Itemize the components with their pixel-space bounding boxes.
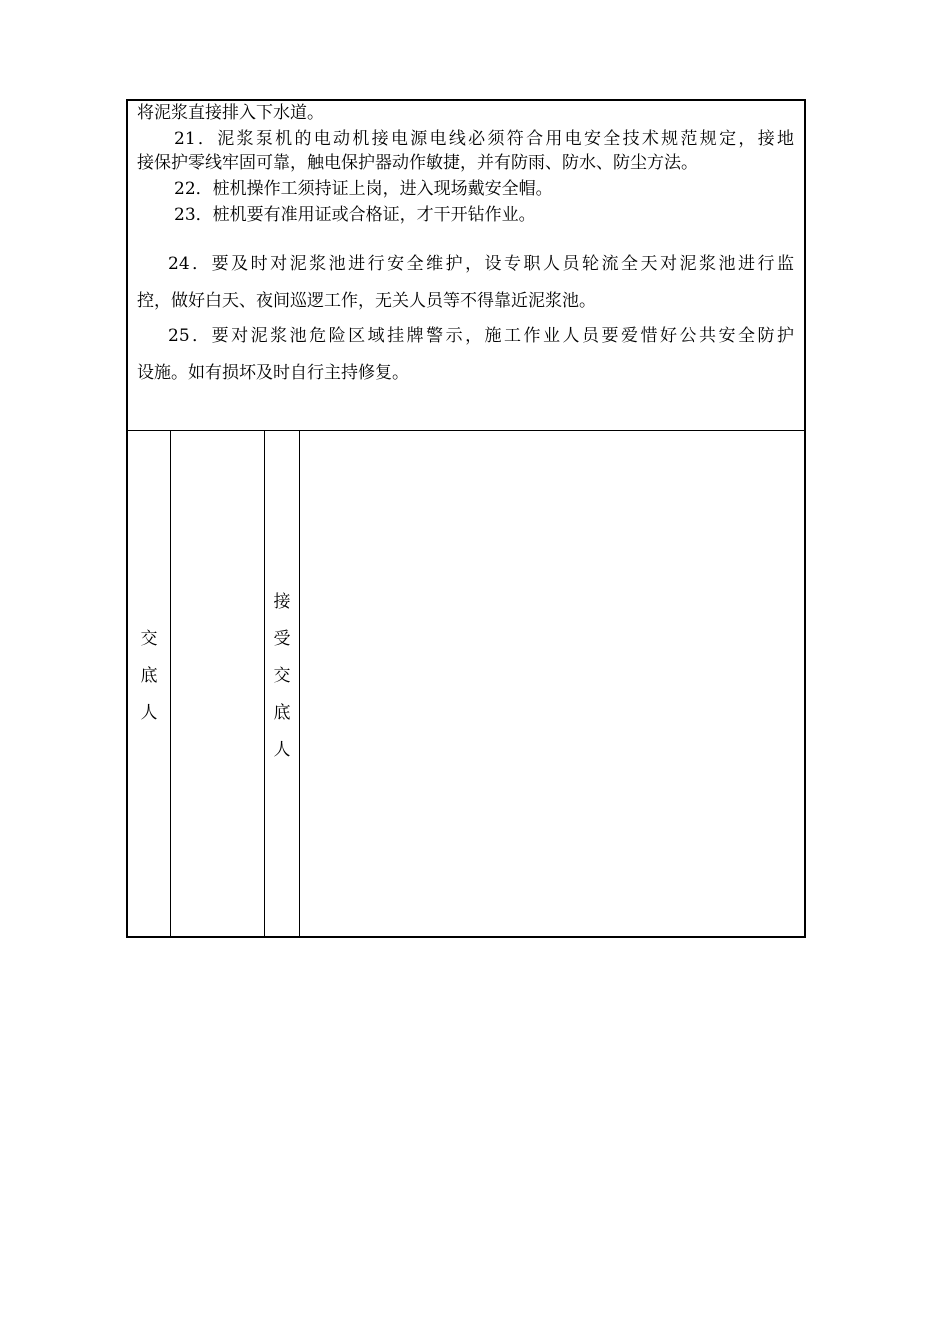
receiver-label-char: 底 <box>273 703 291 723</box>
disclosure-table <box>126 99 806 938</box>
paragraph-21-line1: 21．泥浆泵机的电动机接电源电线必须符合用电安全技术规范规定，接地 <box>174 129 794 149</box>
receiver-label <box>267 584 297 769</box>
discloser-label-char: 人 <box>140 703 158 723</box>
paragraph-23: 23．桩机要有准用证或合格证，才干开钻作业。 <box>174 205 536 225</box>
signature-row <box>128 431 804 936</box>
paragraph-22: 22．桩机操作工须持证上岗，进入现场戴安全帽。 <box>174 179 553 199</box>
paragraph-24-line1: 24．要及时对泥浆池进行安全维护，设专职人员轮流全天对泥浆池进行监 <box>168 254 794 274</box>
paragraph-25-line1: 25．要对泥浆池危险区域挂牌警示，施工作业人员要爱惜好公共安全防护 <box>168 326 794 346</box>
column-divider <box>264 431 265 936</box>
discloser-signature-field[interactable] <box>171 431 264 936</box>
content-cell <box>128 101 804 431</box>
paragraph-24-line2: 控，做好白天、夜间巡逻工作，无关人员等不得靠近泥浆池。 <box>137 291 596 311</box>
discloser-label-char: 交 <box>140 629 158 649</box>
receiver-label-char: 人 <box>273 740 291 760</box>
discloser-label-char: 底 <box>140 666 158 686</box>
paragraph-21-line2: 接保护零线牢固可靠，触电保护器动作敏捷，并有防雨、防水、防尘方法。 <box>137 153 698 173</box>
receiver-label-char: 交 <box>273 666 291 686</box>
paragraph-25-line2: 设施。如有损坏及时自行主持修复。 <box>137 363 409 383</box>
receiver-label-char: 接 <box>273 592 291 612</box>
discloser-label <box>134 621 164 732</box>
receiver-signature-field[interactable] <box>300 431 804 936</box>
paragraph-20-end: 将泥浆直接排入下水道。 <box>137 103 324 123</box>
receiver-label-char: 受 <box>273 629 291 649</box>
